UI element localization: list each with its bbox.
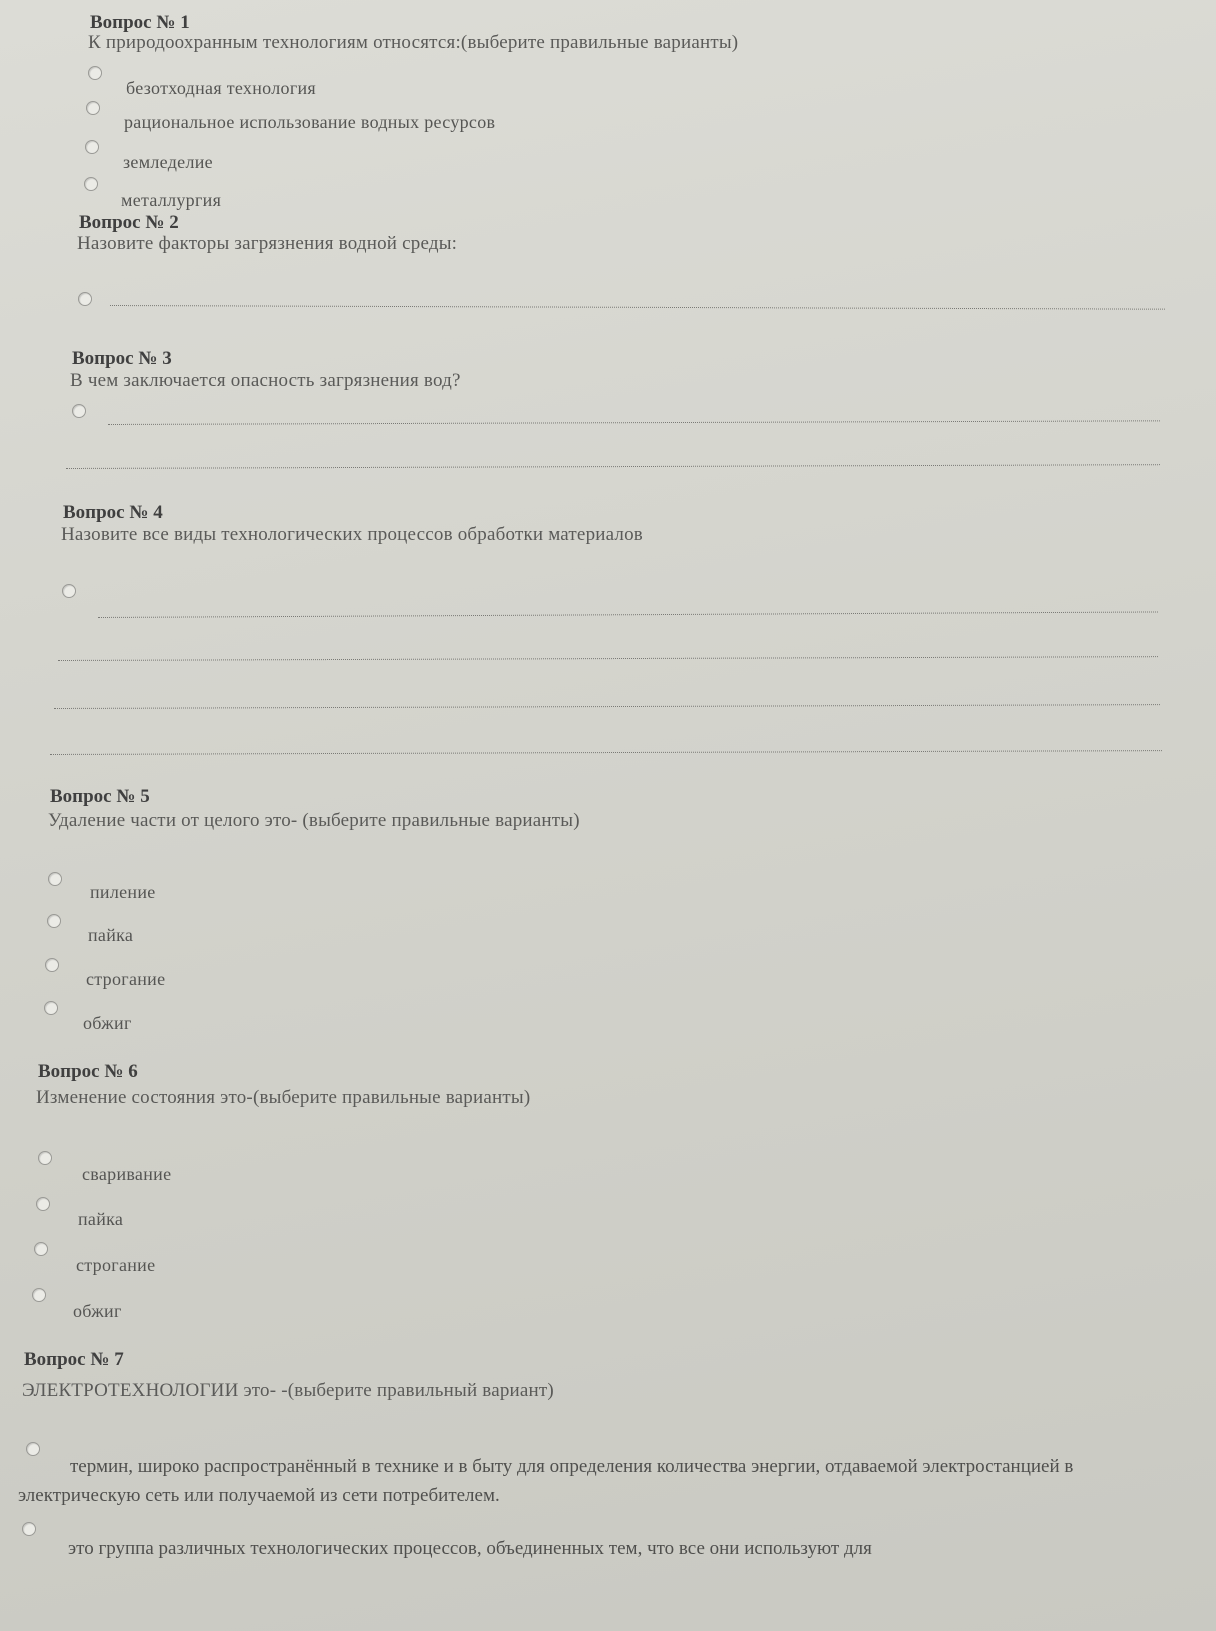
question-1-text: К природоохранным технологиям относятся:(выберите правильные варианты) (88, 32, 739, 53)
question-1-option-3-label: земледелие (123, 152, 213, 172)
question-2-answer-radio[interactable] (78, 292, 92, 306)
question-5-text: Удаление части от целого это- (выберите правильные варианты) (48, 810, 580, 831)
question-4-text: Назовите все виды технологических процессов обработки материалов (61, 524, 643, 545)
question-1-option-1-radio[interactable] (88, 66, 102, 80)
question-3-answer-line-1[interactable] (108, 420, 1160, 425)
question-7-text: ЭЛЕКТРОТЕХНОЛОГИИ это- -(выберите правильный вариант) (22, 1380, 554, 1401)
question-1-option-2-label: рациональное использование водных ресурсов (124, 112, 496, 132)
question-2-answer-line[interactable] (110, 305, 1165, 310)
question-3-answer-radio[interactable] (72, 404, 86, 418)
question-5-option-3-radio[interactable] (45, 958, 59, 972)
question-4-answer-line-2[interactable] (58, 656, 1158, 661)
question-6-option-4-label: обжиг (73, 1301, 122, 1321)
question-6-option-4-radio[interactable] (32, 1288, 46, 1302)
question-5-option-4-radio[interactable] (44, 1001, 58, 1015)
question-5-option-1-label: пиление (90, 882, 156, 902)
question-1-option-2-radio[interactable] (86, 101, 100, 115)
question-7-title: Вопрос № 7 (24, 1349, 124, 1370)
question-4-answer-radio[interactable] (62, 584, 76, 598)
question-5-option-4-label: обжиг (83, 1013, 132, 1033)
question-6-option-2-radio[interactable] (36, 1197, 50, 1211)
question-6-title: Вопрос № 6 (38, 1061, 138, 1082)
question-1-option-4-radio[interactable] (84, 177, 98, 191)
question-5-option-2-radio[interactable] (47, 914, 61, 928)
question-6-text: Изменение состояния это-(выберите правильные варианты) (36, 1087, 531, 1108)
question-4-answer-line-4[interactable] (50, 750, 1162, 755)
question-2-text: Назовите факторы загрязнения водной среды: (77, 233, 458, 254)
question-1-option-1-label: безотходная технология (126, 78, 317, 98)
question-5-title: Вопрос № 5 (50, 786, 150, 807)
question-5-option-3-label: строгание (86, 969, 166, 989)
question-7-option-2-label: это группа различных технологических процессов, объединенных тем, что все они используют для (68, 1538, 872, 1559)
question-1-option-4-label: металлургия (121, 190, 222, 210)
question-6-option-3-label: строгание (76, 1255, 156, 1275)
question-4-answer-line-3[interactable] (54, 704, 1160, 709)
question-3-title: Вопрос № 3 (72, 348, 172, 369)
question-3-answer-line-2[interactable] (66, 464, 1160, 469)
question-4-title: Вопрос № 4 (63, 502, 163, 523)
question-2-title: Вопрос № 2 (79, 212, 179, 233)
question-6-option-1-radio[interactable] (38, 1151, 52, 1165)
question-5-option-1-radio[interactable] (48, 872, 62, 886)
question-3-text: В чем заключается опасность загрязнения вод? (70, 370, 461, 391)
question-1-title: Вопрос № 1 (90, 12, 190, 33)
question-6-option-2-label: пайка (78, 1209, 124, 1229)
question-6-option-3-radio[interactable] (34, 1242, 48, 1256)
question-6-option-1-label: сваривание (82, 1164, 172, 1184)
question-5-option-2-label: пайка (88, 925, 134, 945)
question-7-option-1-label: термин, широко распространённый в технике и в быту для определения количества энергии, отдаваемой электростанцией в электрическую сеть или получаемой из сети потребителем. (18, 1456, 1074, 1506)
question-1-option-3-radio[interactable] (85, 140, 99, 154)
question-4-answer-line-1[interactable] (98, 611, 1158, 618)
